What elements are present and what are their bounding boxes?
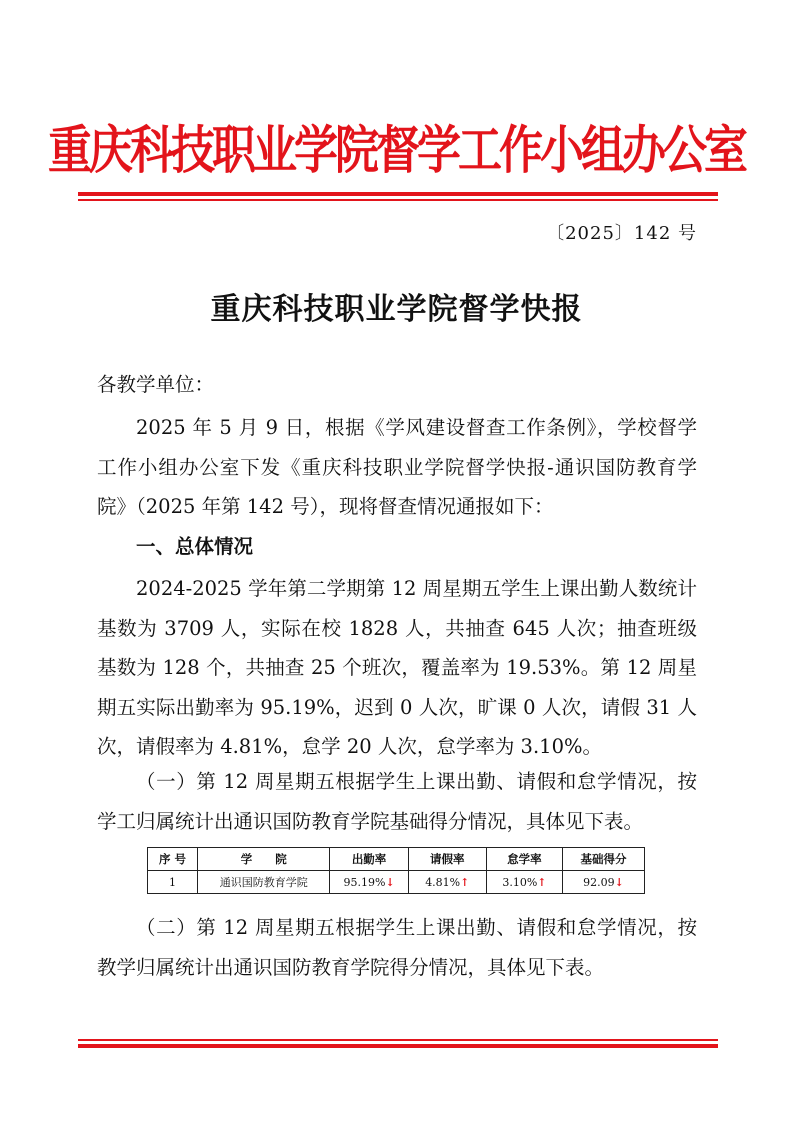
footer-rule-thick [78, 1044, 718, 1048]
table-header: 基础得分 [563, 848, 645, 871]
arrow-up-icon: ↑ [537, 875, 547, 889]
footer-rule-thin [78, 1039, 718, 1041]
table-header: 怠学率 [486, 848, 562, 871]
arrow-down-icon: ↓ [385, 875, 395, 889]
summary-paragraph: 2024-2025 学年第二学期第 12 周星期五学生上课出勤人数统计基数为 3709 人，实际在校 1828 人，共抽查 645 人次；抽查班级基数为 128 个，共抽查 25 个班次，覆盖率为 19.53%。第 12 周星期五实际出勤率为 95.19%，迟到 0 人次，旷课 0 人次，请假 31 人次，请假率为 4.81%，怠学 20 人次，怠学率为 3.10%。 [97, 577, 697, 758]
table-row [148, 871, 645, 894]
score-table [147, 847, 645, 894]
row-attendance: 95.19%↓ [330, 871, 408, 894]
masthead-title: 重庆科技职业学院督学工作小组办公室 [48, 120, 745, 182]
row-index: 1 [148, 871, 198, 894]
row-truancy: 3.10%↑ [486, 871, 562, 894]
table-header-row [148, 848, 645, 871]
arrow-down-icon: ↓ [614, 875, 624, 889]
page-title: 重庆科技职业学院督学快报 [210, 292, 583, 327]
row-leave: 4.81%↑ [408, 871, 486, 894]
document-number: 〔2025〕142 号 [546, 223, 697, 244]
header-rule-thick [78, 192, 718, 196]
row-college: 通识国防教育学院 [198, 871, 330, 894]
row-score: 92.09↓ [563, 871, 645, 894]
part1-paragraph: （一）第 12 周星期五根据学生上课出勤、请假和怠学情况，按学工归属统计出通识国防教育学院基础得分情况，具体见下表。 [97, 770, 697, 833]
table-header: 出勤率 [330, 848, 408, 871]
table-header: 请假率 [408, 848, 486, 871]
table-header: 序 号 [148, 848, 198, 871]
part2-paragraph: （二）第 12 周星期五根据学生上课出勤、请假和怠学情况，按教学归属统计出通识国防教育学院得分情况，具体见下表。 [97, 916, 697, 979]
intro-paragraph: 2025 年 5 月 9 日，根据《学风建设督查工作条例》，学校督学工作小组办公室下发《重庆科技职业学院督学快报-通识国防教育学院》（2025 年第 142 号），现将督查情况通报如下： [97, 416, 697, 518]
salutation: 各教学单位： [97, 373, 215, 396]
table-header: 学 院 [198, 848, 330, 871]
section-heading: 一、总体情况 [136, 535, 254, 558]
header-rule-thin [78, 199, 718, 201]
arrow-up-icon: ↑ [460, 875, 470, 889]
